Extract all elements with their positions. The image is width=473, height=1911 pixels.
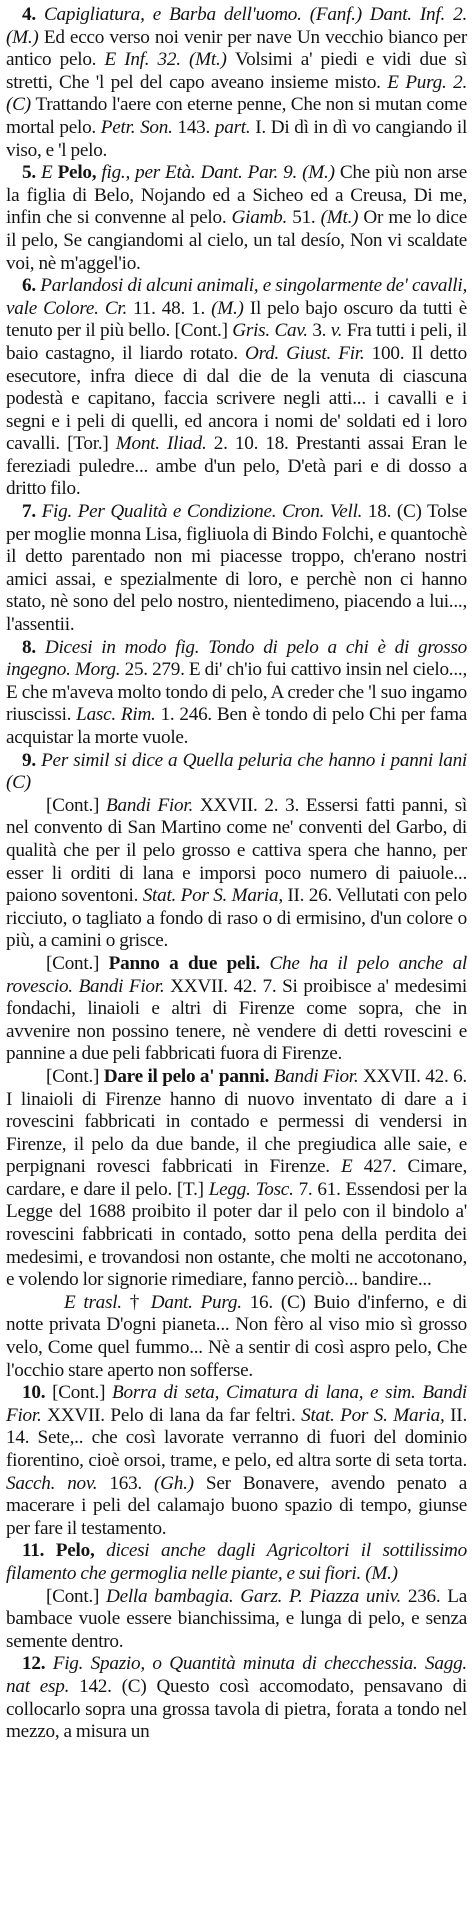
italic-text: E Purg. 2. (C) bbox=[6, 71, 467, 116]
roman-text: 1. 246. Ben è tondo di pelo Chi per fama acquistar la morte vuole. bbox=[6, 704, 468, 748]
italic-text: Che ha il pelo anche al rovescio. Bandi Fior. bbox=[6, 952, 467, 997]
roman-text: Fra tutti i peli, il baio castagno, il liardo rotato. bbox=[6, 320, 467, 364]
roman-text: 142. (C) Questo così accomodato, pensavano di collocarlo sopra una grossa tavola di pietra, forata a tondo nel mezzo, a misura un bbox=[6, 1675, 467, 1743]
roman-text: [Cont.] bbox=[46, 1585, 106, 1607]
italic-text: Lasc. Rim. bbox=[76, 704, 161, 726]
paragraph bbox=[6, 1586, 467, 1654]
roman-text: Il pelo bajo oscuro da tutti è tenuto per il più bello. [Cont.] bbox=[6, 297, 467, 342]
italic-text: Mont. Iliad. bbox=[115, 433, 214, 455]
roman-text: 7. 61. Essendosi per la Legge del 1688 proibito il poter dar il pelo con il bindolo a' rovescini fabbricati in contado, sotto pena della perdita dei medesimi, e trovandosi non ostante, che molti ne accotonano, e volendo lor signorie rimediare, fanno perciò... bandire... bbox=[6, 1178, 468, 1291]
roman-text: Ed ecco verso noi venir per nave Un vecchio bianco per antico pelo. bbox=[6, 26, 467, 71]
italic-text: E trasl. bbox=[64, 1291, 130, 1313]
italic-text: E bbox=[41, 162, 58, 184]
paragraph bbox=[6, 795, 467, 953]
roman-text: Trattando l'aere con eterne penne, Che non si mutan come mortal pelo. bbox=[6, 94, 467, 138]
sense-number: 4. bbox=[22, 4, 44, 25]
roman-text: Che più non arse la figlia di Belo, Nojando ed a Sicheo ed a Creusa, Di me, infin che si convenne al pelo. bbox=[6, 162, 468, 229]
sense-number: 9. bbox=[22, 749, 42, 771]
roman-text: 51. bbox=[292, 207, 321, 229]
italic-text: Borra di seta, Cimatura di lana, e sim. Bandi Fior. bbox=[6, 1382, 467, 1426]
roman-text: 163. bbox=[109, 1472, 155, 1494]
headword: Dare il pelo a' panni. bbox=[103, 1065, 274, 1087]
roman-text: 25. 279. E di' ch'io fui cattivo insin nel cielo..., E che m'aveva molto tondo di pelo, A creder che 'l suo ingamo riuscissi. bbox=[6, 659, 467, 726]
italic-text: Gris. Cav. bbox=[232, 320, 313, 342]
roman-text: XXVII. 2. 3. Essersi fatti panni, sì nel convento di San Martino come ne' conventi del Garbo, di qualità che per il pelo grosso e cattiva spera che hanno, per esser li orditi di lana e imporsi poco numero di paiuole... paiono soventoni. bbox=[6, 794, 467, 907]
roman-text: [Cont.] bbox=[46, 1065, 104, 1087]
italic-text: Petr. Son. bbox=[100, 116, 178, 138]
paragraph bbox=[6, 4, 467, 162]
paragraph bbox=[6, 750, 467, 795]
roman-text: [Cont.] bbox=[52, 1382, 113, 1404]
italic-text: Dant. Purg. bbox=[150, 1291, 250, 1313]
entry-body bbox=[6, 4, 467, 1744]
italic-text: Stat. Por S. Maria, bbox=[301, 1404, 451, 1426]
paragraph bbox=[6, 1292, 467, 1382]
sense-number: 11. bbox=[22, 1540, 56, 1562]
italic-text: (Mt.) bbox=[320, 207, 364, 229]
paragraph bbox=[6, 275, 467, 501]
paragraph bbox=[6, 501, 467, 637]
italic-text: fig., per Età. Dant. Par. 9. (M.) bbox=[101, 162, 340, 184]
roman-text: 236. La bambace vuole essere bianchissima, e lunga di pelo, e senza semente dentro. bbox=[6, 1585, 467, 1652]
italic-text: (Gh.) bbox=[154, 1472, 206, 1494]
roman-text: Ser Bonavere, avendo penato a macerare i peli del calamajo buono spazio di tempo, giunse per fare il testamento. bbox=[6, 1472, 467, 1539]
sense-number: 10. bbox=[22, 1382, 53, 1404]
italic-text: v. bbox=[330, 320, 347, 342]
roman-text: XXVII. 42. 6. I linaioli di Firenze hanno di nuovo inventato di dare a i rovescini fabbricati in contado e permessi di vendersi in Firenze, il pelo da due bande, il che pregiudica alle saie, e perpignani rovesci fabbricati in Firenze. bbox=[6, 1065, 467, 1178]
roman-text: Or me lo dice il pelo, Se cangiandomi al cielo, un tal desío, Non vi scaldate voi, nè m'aggel'io. bbox=[6, 207, 467, 274]
roman-text: 3. bbox=[312, 320, 331, 342]
headword: Panno a due peli. bbox=[108, 952, 270, 974]
roman-text: XXVII. Pelo di lana da far feltri. bbox=[47, 1404, 302, 1426]
italic-text: Ord. Giust. Fir. bbox=[244, 342, 372, 364]
italic-text: E bbox=[341, 1156, 364, 1178]
italic-text: Giamb. bbox=[231, 207, 293, 229]
paragraph bbox=[6, 1066, 467, 1292]
paragraph bbox=[6, 1382, 467, 1540]
paragraph bbox=[6, 1653, 467, 1743]
italic-text: Dicesi in modo fig. Tondo di pelo a chi è di grosso ingegno. Morg. bbox=[6, 636, 468, 681]
roman-text: II. 26. Vellutati con pelo ricciuto, o tagliato a fondo di raso o di ermisino, d'un colore o più, a camini o grisce. bbox=[6, 885, 467, 952]
paragraph bbox=[6, 953, 467, 1066]
italic-text: Legg. Tosc. bbox=[208, 1178, 299, 1200]
italic-text: E Inf. 32. (Mt.) bbox=[104, 49, 235, 71]
sense-number: 7. bbox=[22, 501, 42, 523]
roman-text: XXVII. 42. 7. Si proibisce a' medesimi fondachi, linaioli e altri di Firenze come sopra, che in avvenire non possino tenere, nè vendere di detti rovescini e pannine a due peli fabbricati fuora di Firenze. bbox=[6, 975, 467, 1065]
sense-number: 6. bbox=[22, 275, 41, 297]
italic-text: Bandi Fior. bbox=[273, 1065, 364, 1087]
italic-text: Per simil si dice a Quella peluria che hanno i panni lani (C) bbox=[6, 749, 467, 794]
roman-text: 18. (C) Tolse per moglie monna Lisa, figliuola di Bindo Folchi, e quantochè il detto parentado non mi piacesse troppo, ch'erano nostri amici assai, e spezialmente di loro, e perchè non ci hanno stato, nè sono del pelo nostro, nientedimeno, piacendo a lui..., l'assentii. bbox=[6, 501, 468, 636]
sense-number: 8. bbox=[22, 636, 45, 658]
roman-text: 2. 10. 18. Prestanti assai Eran le fereziadi puledre... ambe d'un pelo, D'età pari e di dosso a dritto filo. bbox=[6, 433, 467, 500]
roman-text: [Cont.] bbox=[46, 794, 107, 816]
roman-text: 427. Cimare, cardare, e dare il pelo. [T.] bbox=[6, 1156, 467, 1200]
sense-number: 5. bbox=[22, 162, 41, 184]
paragraph bbox=[6, 162, 467, 275]
italic-text: Della bambagia. Garz. P. Piazza univ. bbox=[105, 1585, 408, 1607]
sense-number: 12. bbox=[22, 1653, 53, 1675]
paragraph bbox=[6, 637, 467, 750]
roman-text: 16. (C) Buio d'inferno, e di notte privata D'ogni pianeta... Non fèro al viso mio sì grosso velo, Come quel fummo... Nè a sentir di così aspro pelo, Che l'occhio stare aperto non sofferse. bbox=[6, 1291, 467, 1381]
italic-text: Fig. Per Qualità e Condizione. Cron. Vell. bbox=[41, 501, 368, 523]
italic-text: dicesi anche dagli Agricoltori il sottilissimo filamento che germoglia nelle piante, e sui fiori. (M.) bbox=[6, 1540, 467, 1584]
italic-text: part. bbox=[214, 116, 256, 138]
italic-text: Parlandosi di alcuni animali, e singolarmente de' cavalli, vale Colore. Cr. bbox=[6, 275, 467, 319]
roman-text: Volsimi a' piedi e vidi due sì stretti, Che 'l pel del capo aveano insieme misto. bbox=[6, 49, 468, 93]
roman-text: † bbox=[129, 1291, 151, 1313]
italic-text: Sacch. nov. bbox=[6, 1472, 110, 1494]
italic-text: Bandi Fior. bbox=[106, 794, 200, 816]
roman-text: II. 14. Sete,.. che così lavorate verranno di fuori del dominio fiorentino, cioè orsoi, trame, e pelo, ed altra sorte di seta torta. bbox=[6, 1404, 467, 1471]
roman-text: 100. Il detto esecutore, infra diece di dal die de la venuta di ciascuna podestà e capitano, faccia scrivere negli atti... i cavalli e i segni e i peli di quelli, ed ancora i nomi de' soldati ed i loro cavalli. [Tor.] bbox=[6, 342, 467, 455]
italic-text: Fig. Spazio, o Quantità minuta di checchessia. Sagg. nat esp. bbox=[6, 1653, 467, 1697]
headword: Pelo, bbox=[57, 162, 102, 184]
italic-text: Stat. Por S. Maria, bbox=[142, 885, 288, 907]
roman-text: 11. 48. 1. bbox=[133, 297, 212, 319]
headword: Pelo, bbox=[55, 1540, 107, 1562]
italic-text: Capigliatura, e Barba dell'uomo. (Fanf.) Dant. Inf. 2. (M.) bbox=[6, 4, 467, 48]
italic-text: (M.) bbox=[211, 297, 250, 319]
paragraph bbox=[6, 1540, 467, 1585]
roman-text: [Cont.] bbox=[46, 952, 109, 974]
roman-text: 143. bbox=[177, 116, 215, 138]
roman-text: I. Di dì in dì vo cangiando il viso, e 'l pelo. bbox=[6, 116, 468, 161]
